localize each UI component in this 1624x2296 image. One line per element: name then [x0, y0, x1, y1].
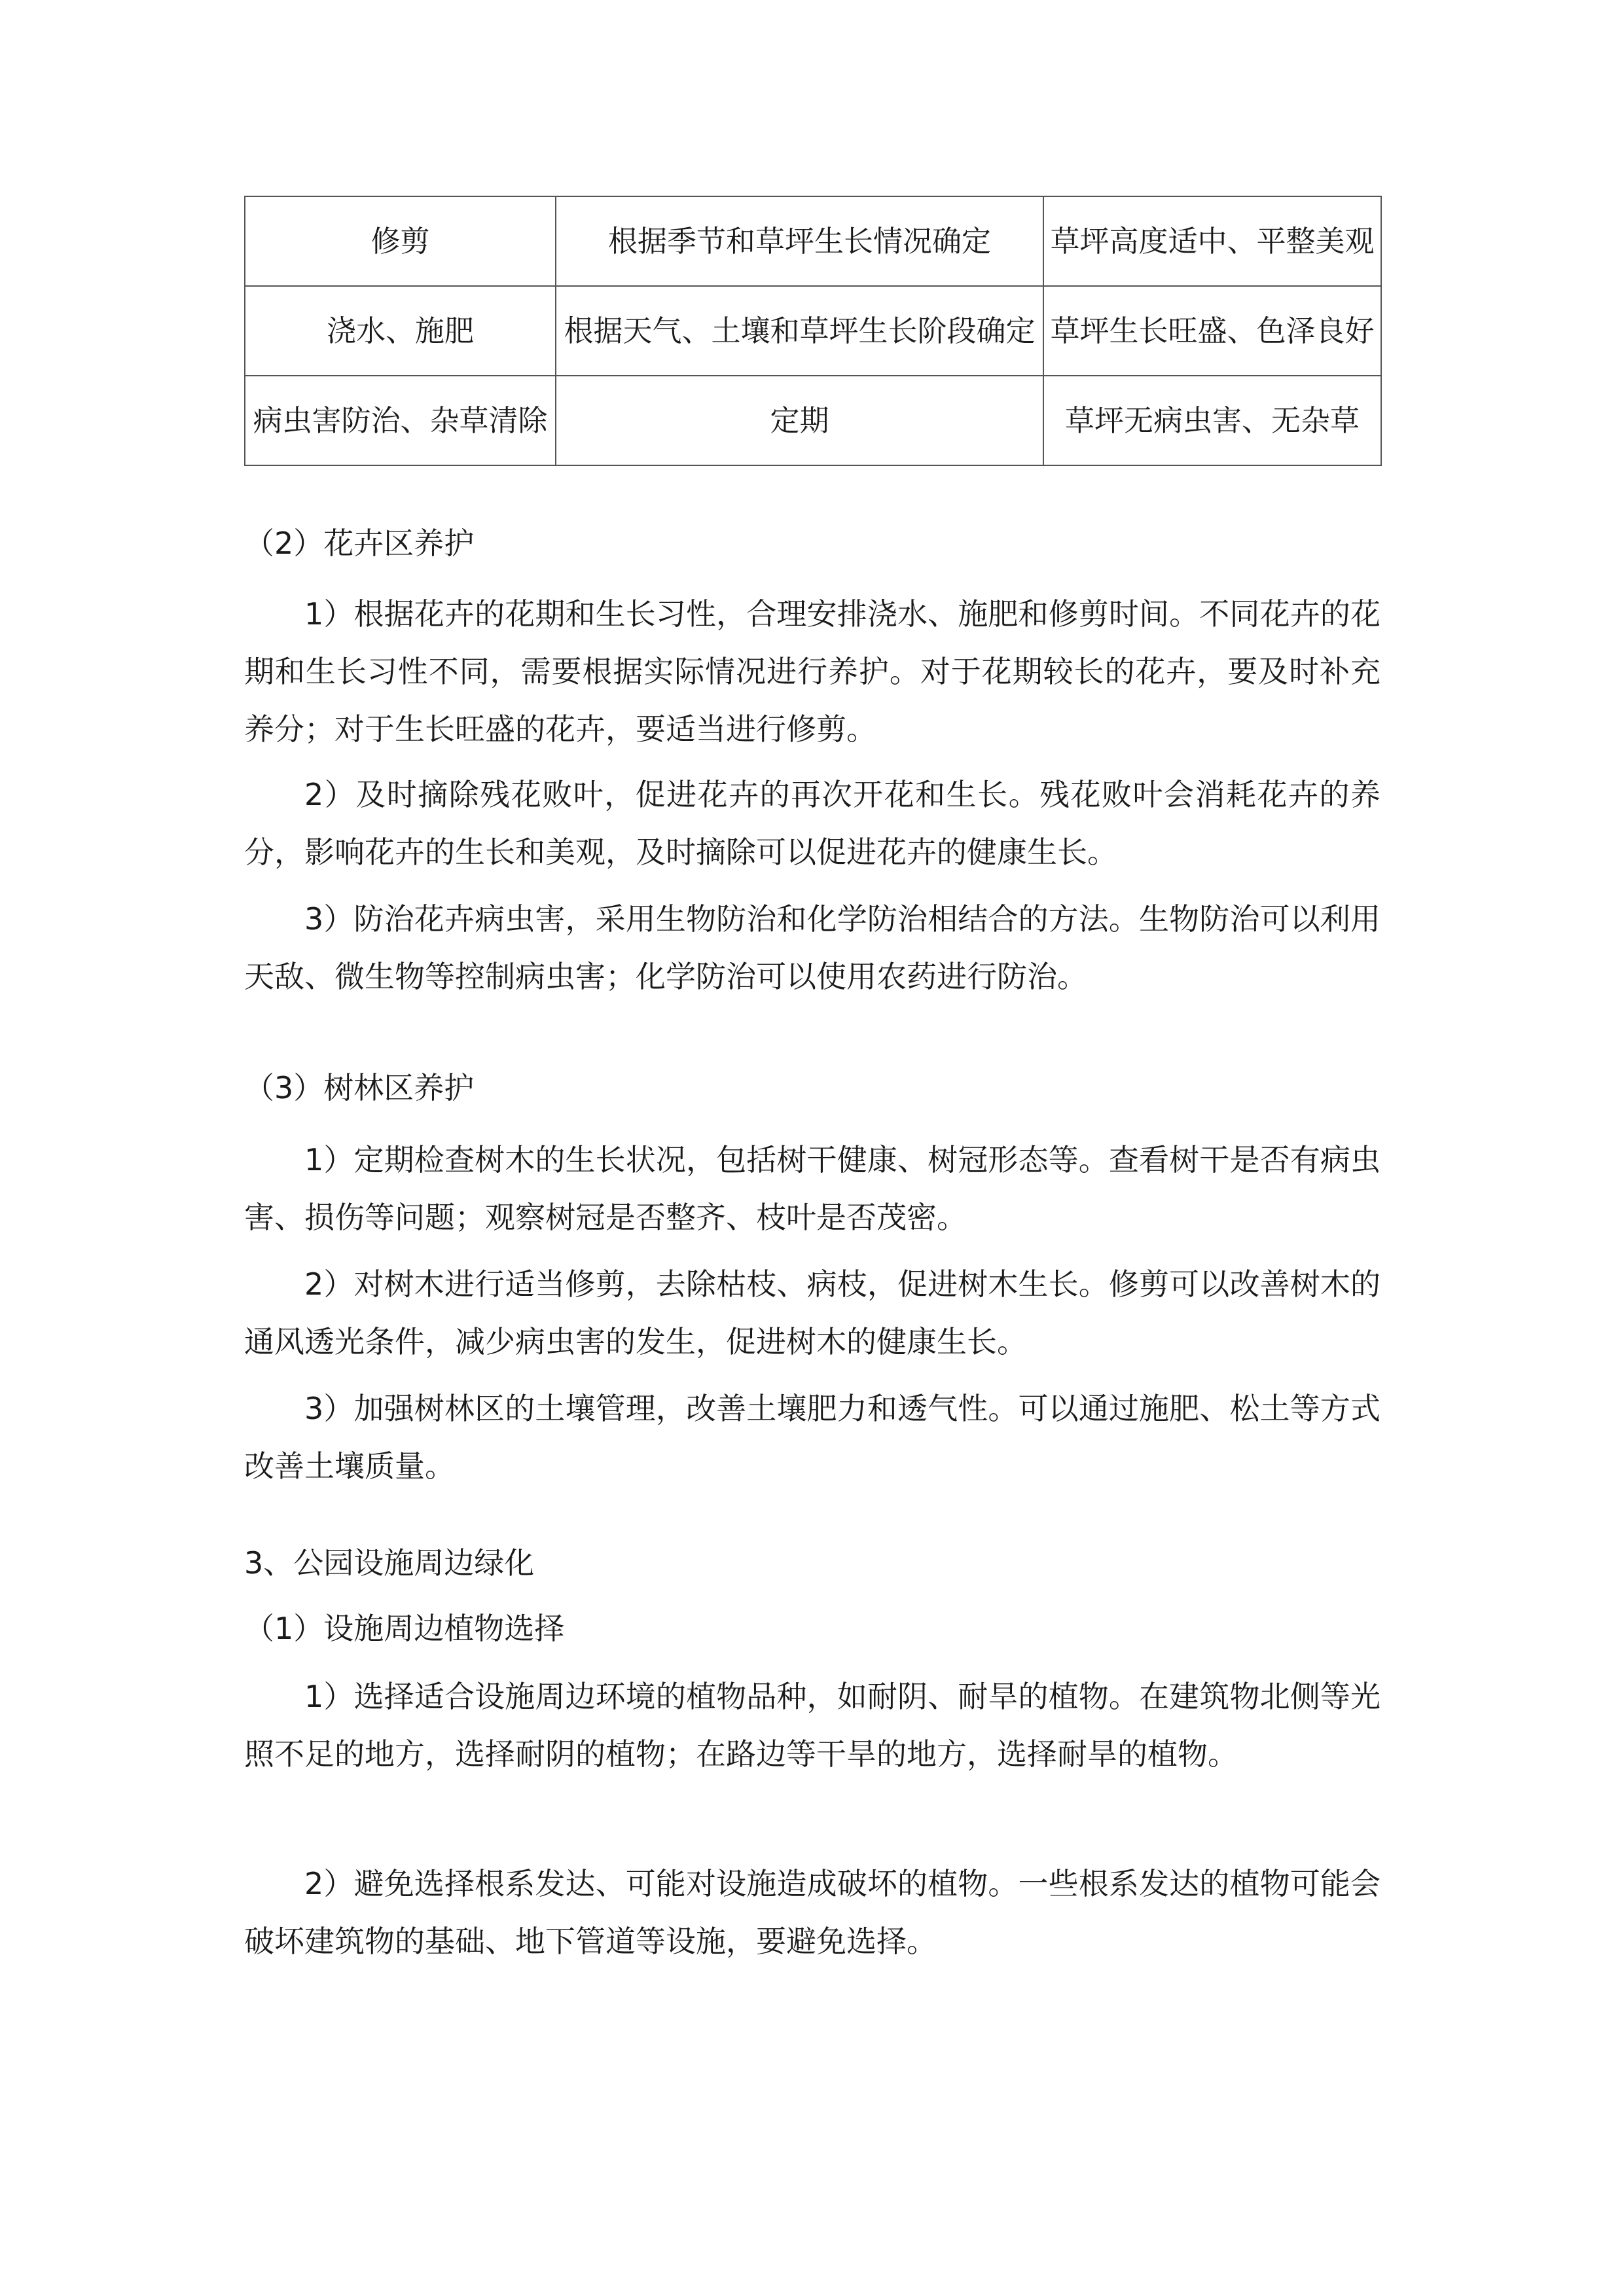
section-heading-facility: 3、公园设施周边绿化: [244, 1545, 535, 1581]
table-cell-standard: 草坪生长旺盛、色泽良好: [1043, 286, 1381, 376]
table-row: [245, 196, 1381, 286]
table-cell-frequency: 定期: [556, 376, 1043, 465]
paragraph-flower-1: 1）根据花卉的花期和生长习性，合理安排浇水、施肥和修剪时间。不同花卉的花期和生长习性不同，需要根据实际情况进行养护。对于花期较长的花卉，要及时补充养分；对于生长旺盛的花卉，要适当进行修剪。: [244, 596, 1380, 747]
table-cell-item: 修剪: [245, 196, 556, 286]
section-heading-flower: （2）花卉区养护: [244, 526, 475, 561]
table-cell-frequency: 根据季节和草坪生长情况确定: [556, 196, 1043, 286]
table-row: [245, 286, 1381, 376]
table-cell-item: 浇水、施肥: [245, 286, 556, 376]
paragraph-flower-3: 3）防治花卉病虫害，采用生物防治和化学防治相结合的方法。生物防治可以利用天敌、微生物等控制病虫害；化学防治可以使用农药进行防治。: [244, 901, 1380, 994]
paragraph-forest-3: 3）加强树林区的土壤管理，改善土壤肥力和透气性。可以通过施肥、松土等方式改善土壤质量。: [244, 1391, 1380, 1484]
paragraph-flower-2: 2）及时摘除残花败叶，促进花卉的再次开花和生长。残花败叶会消耗花卉的养分，影响花卉的生长和美观，及时摘除可以促进花卉的健康生长。: [244, 777, 1380, 870]
section-heading-forest: （3）树林区养护: [244, 1070, 475, 1105]
paragraph-forest-2: 2）对树木进行适当修剪，去除枯枝、病枝，促进树木生长。修剪可以改善树木的通风透光条件，减少病虫害的发生，促进树木的健康生长。: [244, 1266, 1380, 1359]
table-cell-standard: 草坪高度适中、平整美观: [1043, 196, 1381, 286]
paragraph-forest-1: 1）定期检查树木的生长状况，包括树干健康、树冠形态等。查看树干是否有病虫害、损伤等问题；观察树冠是否整齐、枝叶是否茂密。: [244, 1142, 1380, 1235]
sub-heading-plant-selection: （1）设施周边植物选择: [244, 1611, 565, 1646]
lawn-care-table: [244, 196, 1382, 466]
table-row: [245, 376, 1381, 465]
table-cell-frequency: 根据天气、土壤和草坪生长阶段确定: [556, 286, 1043, 376]
table-cell-standard: 草坪无病虫害、无杂草: [1043, 376, 1381, 465]
paragraph-facility-1: 1）选择适合设施周边环境的植物品种，如耐阴、耐旱的植物。在建筑物北侧等光照不足的地方，选择耐阴的植物；在路边等干旱的地方，选择耐旱的植物。: [244, 1679, 1380, 1772]
table-cell-item: 病虫害防治、杂草清除: [245, 376, 556, 465]
paragraph-facility-2: 2）避免选择根系发达、可能对设施造成破坏的植物。一些根系发达的植物可能会破坏建筑物的基础、地下管道等设施，要避免选择。: [244, 1866, 1380, 1959]
